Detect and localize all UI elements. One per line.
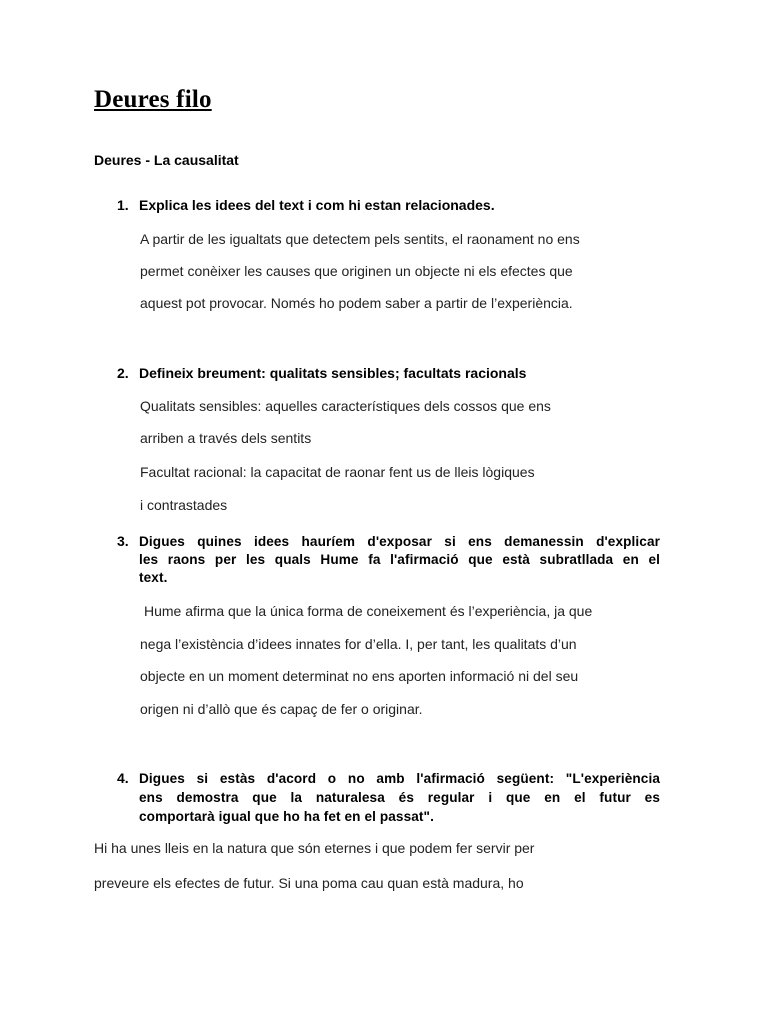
question-3-line-1: Digues quines idees hauríem d'exposar si ens demanessin d'explicar [139,534,660,549]
question-number: 1. [117,197,129,213]
answer-3-line-4: origen ni d’allò que és capaç de fer o originar. [140,701,423,717]
question-4-line-3: comportarà igual que ho ha fet en el passat". [139,809,434,824]
question-3-line-2: les raons per les quals Hume fa l'afirmació que està subratllada en el [139,552,660,567]
answer-1-line-3: aquest pot provocar. Només ho podem saber a partir de l’experiència. [140,295,573,311]
question-4-number: 4. [117,770,129,786]
answer-3-line-1: Hume afirma que la única forma de coneixement és l’experiència, ja que [144,603,593,619]
answer-2-line-2: arriben a través dels sentits [140,430,312,446]
answer-4-line-2: preveure els efectes de futur. Si una poma cau quan està madura, ho [94,875,524,891]
answer-3-line-2: nega l’existència d’idees innates for d’ella. I, per tant, les qualitats d’un [140,636,577,652]
answer-2-line-3: Facultat racional: la capacitat de raonar fent us de lleis lògiques [140,464,535,480]
question-4-line-1: Digues si estàs d'acord o no amb l'afirmació següent: "L'experiència [139,771,660,786]
question-text: Defineix breument: qualitats sensibles; facultats racionals [139,365,527,381]
answer-4-line-1: Hi ha unes lleis en la natura que són eternes i que podem fer servir per [94,840,535,856]
document-subtitle: Deures - La causalitat [94,152,239,168]
question-4-line-2: ens demostra que la naturalesa és regular i que en el futur es [139,790,660,805]
answer-3-line-3: objecte en un moment determinat no ens aporten informació ni del seu [140,668,579,684]
question-3-line-3: text. [139,570,168,585]
question-1 [0,197,768,217]
question-3-number: 3. [117,533,129,549]
answer-1-line-1: A partir de les igualtats que detectem pels sentits, el raonament no ens [140,231,580,247]
answer-1-line-2: permet conèixer les causes que originen un objecte ni els efectes que [140,263,573,279]
answer-2-line-1: Qualitats sensibles: aquelles característiques dels cossos que ens [140,398,551,414]
question-text: Explica les idees del text i com hi estan relacionades. [139,197,495,213]
answer-2-line-4: i contrastades [140,497,228,513]
question-2 [0,365,768,385]
document-title: Deures filo [94,86,212,113]
question-number: 2. [117,365,129,381]
